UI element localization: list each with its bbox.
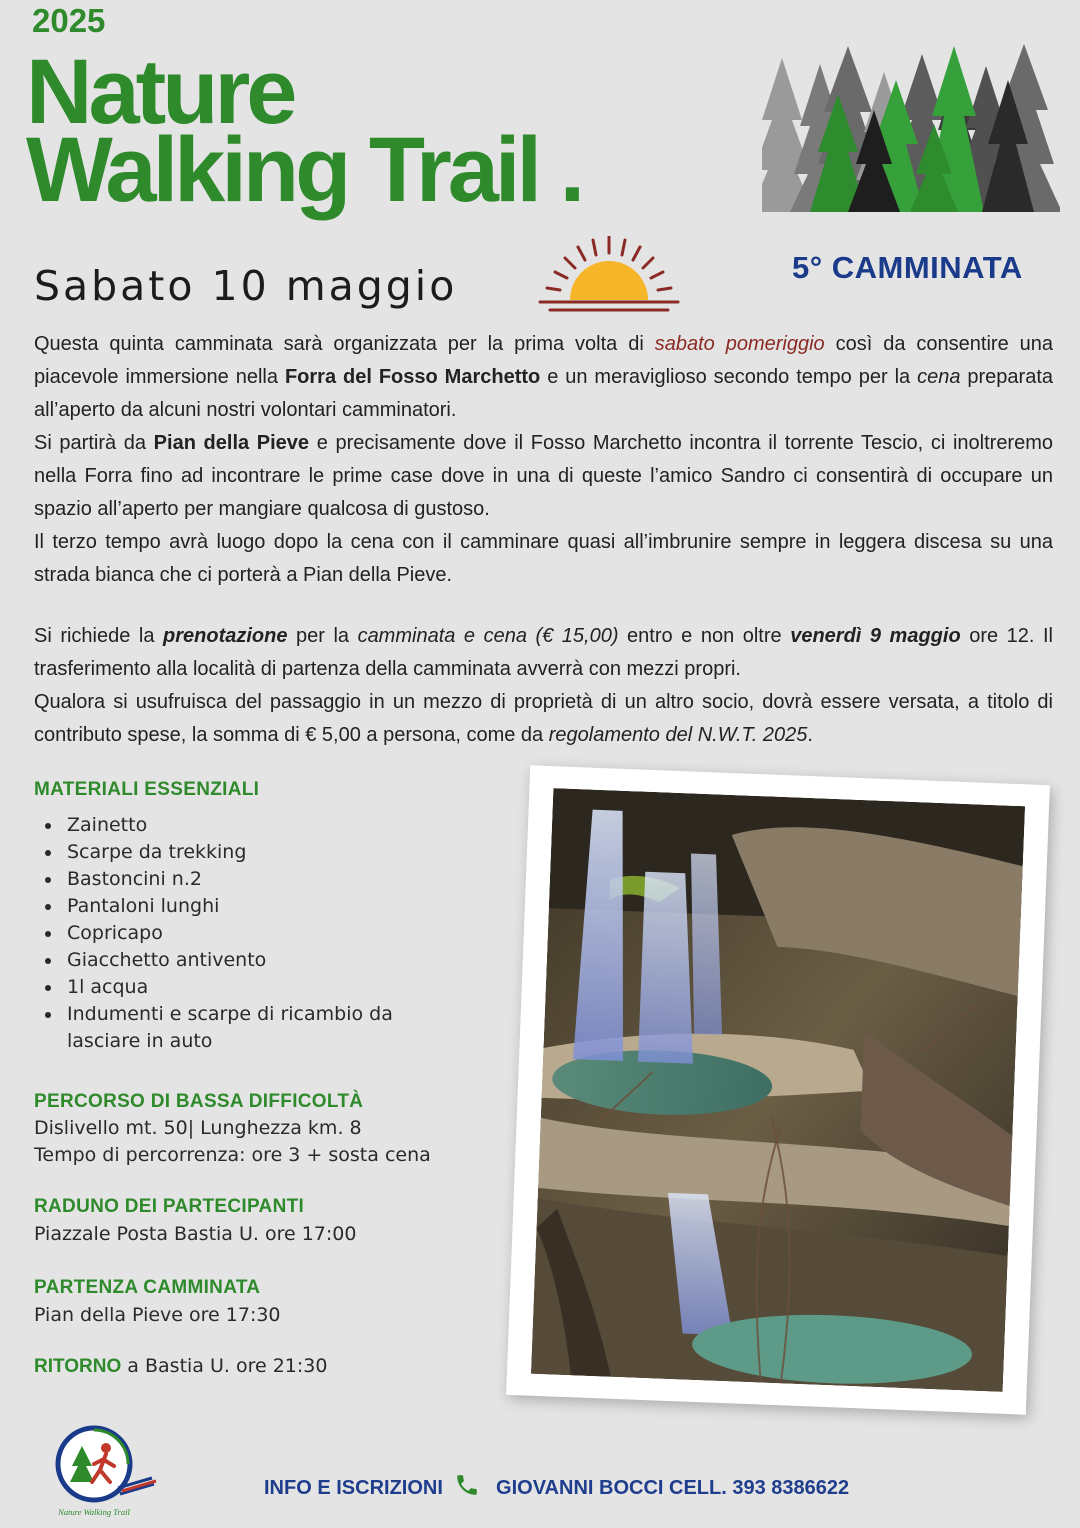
- trees-icon: [762, 40, 1060, 220]
- materials-heading: MATERIALI ESSENZIALI: [34, 779, 260, 800]
- meeting-text: Piazzale Posta Bastia U. ore 17:00: [34, 1223, 357, 1245]
- return-line: [34, 1353, 327, 1380]
- photo-frame: [506, 765, 1050, 1414]
- list-item: Scarpe da trekking: [34, 839, 454, 866]
- title-line-1: Nature: [26, 41, 294, 143]
- list-item: Zainetto: [34, 812, 454, 839]
- year-label: 2025: [32, 2, 106, 39]
- list-item: Bastoncini n.2: [34, 866, 454, 893]
- sunset-icon: [538, 236, 680, 314]
- departure-text: Pian della Pieve ore 17:30: [34, 1304, 281, 1326]
- route-line-2: Tempo di percorrenza: ore 3 + sosta cena: [34, 1144, 431, 1166]
- materials-list: [34, 812, 454, 1055]
- logo-icon: [48, 1418, 160, 1518]
- contact-detail: GIOVANNI BOCCI CELL. 393 8386622: [496, 1477, 850, 1499]
- list-item: Pantaloni lunghi: [34, 893, 454, 920]
- waterfall-image: [531, 788, 1025, 1392]
- svg-text:Nature Walking Trail: Nature Walking Trail: [58, 1507, 130, 1517]
- waterfall-photo: [531, 788, 1025, 1392]
- list-item: Copricapo: [34, 920, 454, 947]
- list-item: 1l acqua: [34, 974, 454, 1001]
- route-heading: PERCORSO DI BASSA DIFFICOLTÀ: [34, 1091, 364, 1112]
- list-item: Giacchetto antivento: [34, 947, 454, 974]
- return-text: a Bastia U. ore 21:30: [121, 1355, 328, 1377]
- title-line-2: Walking Trail .: [26, 119, 582, 221]
- return-heading: RITORNO: [34, 1356, 122, 1377]
- phone-icon: [454, 1472, 480, 1498]
- departure-heading: PARTENZA CAMMINATA: [34, 1277, 261, 1298]
- contact-label: INFO E ISCRIZIONI: [264, 1477, 443, 1499]
- list-item: Indumenti e scarpe di ricambio da lasciare in auto: [34, 1001, 454, 1055]
- meeting-heading: RADUNO DEI PARTECIPANTI: [34, 1196, 305, 1217]
- booking-text: Si richiede la prenotazione per la camminata e cena (€ 15,00) entro e non oltre venerdì 9 maggio ore 12. Il trasferimento alla località di partenza della camminata avverrà con mezzi propri. Qualora si usufruisca del passaggio in un mezzo di proprietà di un altro socio, dovrà essere versata, a titolo di contributo spese, la somma di € 5,00 a persona, come da regolamento del N.W.T. 2025.: [34, 625, 1053, 746]
- intro-text: Questa quinta camminata sarà organizzata per la prima volta di sabato pomeriggio così da consentire una piacevole immersione nella Forra del Fosso Marchetto e un meraviglioso secondo tempo per la cena preparata all’aperto da alcuni nostri volontari camminatori. Si partirà da Pian della Pieve e precisamente dove il Fosso Marchetto incontra il torrente Tescio, ci inoltreremo nella Forra fino ad incontrare le prime case dove in una di queste l’amico Sandro ci consentirà di occupare un spazio all’aperto per mangiare qualcosa di gustoso. Il terzo tempo avrà luogo dopo la cena con il camminare quasi all’imbrunire sempre in leggera discesa su una strada bianca che ci porterà a Pian della Pieve.: [34, 333, 1054, 586]
- walk-number-badge: 5° CAMMINATA: [792, 250, 1023, 285]
- contact-line: [264, 1472, 849, 1500]
- event-date: Sabato 10 maggio: [34, 262, 458, 310]
- route-line-1: Dislivello mt. 50| Lunghezza km. 8: [34, 1117, 362, 1139]
